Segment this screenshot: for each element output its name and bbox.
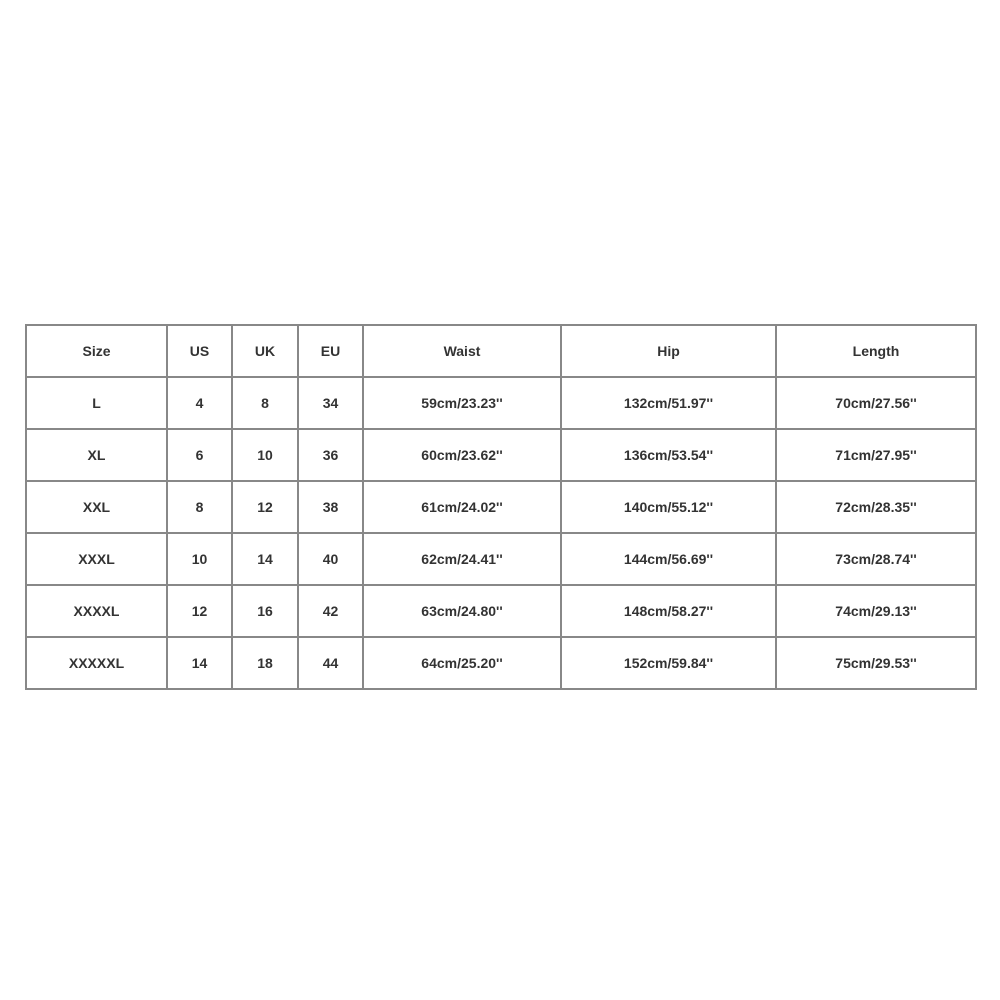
cell-size: XXXXL — [26, 585, 167, 637]
cell-us: 10 — [167, 533, 232, 585]
cell-us: 4 — [167, 377, 232, 429]
cell-size: XL — [26, 429, 167, 481]
table-row — [26, 637, 976, 689]
size-chart-table — [25, 324, 977, 690]
cell-hip: 132cm/51.97'' — [561, 377, 776, 429]
cell-waist: 63cm/24.80'' — [363, 585, 561, 637]
header-size: Size — [26, 325, 167, 377]
cell-us: 12 — [167, 585, 232, 637]
cell-length: 72cm/28.35'' — [776, 481, 976, 533]
cell-hip: 140cm/55.12'' — [561, 481, 776, 533]
table-row — [26, 481, 976, 533]
header-uk: UK — [232, 325, 298, 377]
cell-eu: 38 — [298, 481, 363, 533]
cell-eu: 44 — [298, 637, 363, 689]
cell-length: 75cm/29.53'' — [776, 637, 976, 689]
header-eu: EU — [298, 325, 363, 377]
cell-size: L — [26, 377, 167, 429]
table-row — [26, 585, 976, 637]
cell-size: XXXXXL — [26, 637, 167, 689]
cell-us: 14 — [167, 637, 232, 689]
cell-uk: 18 — [232, 637, 298, 689]
header-waist: Waist — [363, 325, 561, 377]
table-row — [26, 377, 976, 429]
cell-waist: 61cm/24.02'' — [363, 481, 561, 533]
cell-waist: 64cm/25.20'' — [363, 637, 561, 689]
cell-uk: 14 — [232, 533, 298, 585]
cell-length: 73cm/28.74'' — [776, 533, 976, 585]
cell-eu: 34 — [298, 377, 363, 429]
cell-uk: 10 — [232, 429, 298, 481]
cell-waist: 59cm/23.23'' — [363, 377, 561, 429]
cell-size: XXL — [26, 481, 167, 533]
cell-waist: 60cm/23.62'' — [363, 429, 561, 481]
cell-uk: 8 — [232, 377, 298, 429]
cell-length: 74cm/29.13'' — [776, 585, 976, 637]
cell-waist: 62cm/24.41'' — [363, 533, 561, 585]
header-us: US — [167, 325, 232, 377]
cell-eu: 36 — [298, 429, 363, 481]
cell-eu: 42 — [298, 585, 363, 637]
cell-size: XXXL — [26, 533, 167, 585]
cell-length: 70cm/27.56'' — [776, 377, 976, 429]
header-row — [26, 325, 976, 377]
table-row — [26, 429, 976, 481]
cell-length: 71cm/27.95'' — [776, 429, 976, 481]
cell-hip: 136cm/53.54'' — [561, 429, 776, 481]
cell-us: 6 — [167, 429, 232, 481]
table-row — [26, 533, 976, 585]
cell-hip: 148cm/58.27'' — [561, 585, 776, 637]
cell-hip: 144cm/56.69'' — [561, 533, 776, 585]
cell-uk: 16 — [232, 585, 298, 637]
header-hip: Hip — [561, 325, 776, 377]
cell-uk: 12 — [232, 481, 298, 533]
header-length: Length — [776, 325, 976, 377]
cell-hip: 152cm/59.84'' — [561, 637, 776, 689]
cell-eu: 40 — [298, 533, 363, 585]
cell-us: 8 — [167, 481, 232, 533]
